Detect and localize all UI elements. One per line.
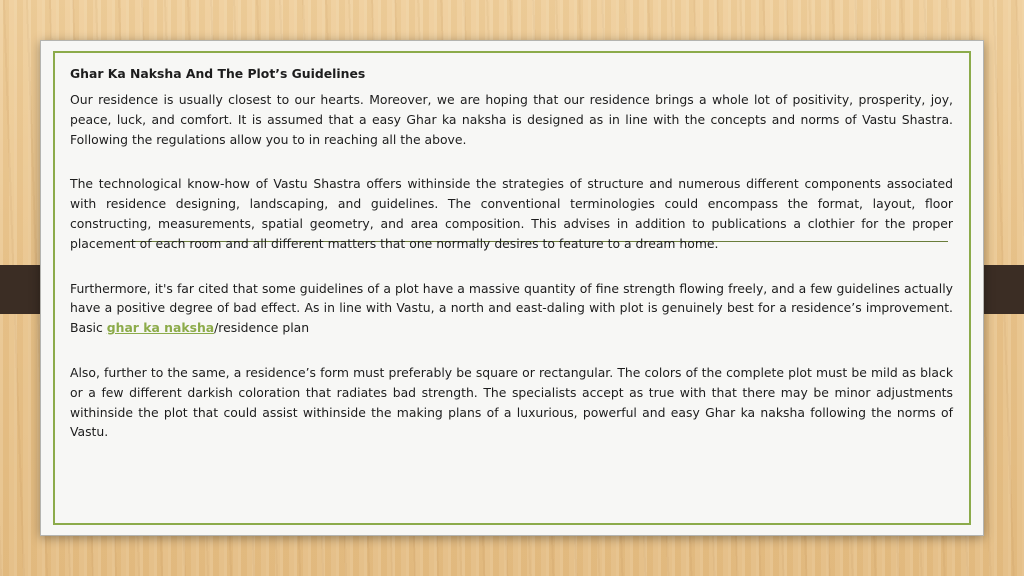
slide-paper	[40, 40, 984, 536]
paragraph-3-suffix: /residence plan	[214, 320, 310, 336]
paragraph-4: Also, further to the same, a residence’s form must preferably be square or rectangular. The colors of the complete plot must be mild as black or a few different darkish coloration that radiates bad strength. The specialists accept as true with that there may be minor adjustments withinside the plot that could assist withinside the making plans of a luxurious, powerful and easy Ghar ka naksha following the norms of Vastu.	[70, 364, 953, 440]
paragraph-2: The technological know-how of Vastu Shastra offers withinside the strategies of structure and numerous different components associated with residence designing, landscaping, and guidelines. The conventional terminologies could encompass the format, layout, floor constructing, measurements, spatial geometry, and area composition. This advises in addition to publications a clothier for the proper placement of each room and all different matters that one normally desires to feature to a dream home.	[70, 176, 953, 251]
paragraph-1: Our residence is usually closest to our hearts. Moreover, we are hoping that our residence brings a whole lot of positivity, prosperity, joy, peace, luck, and comfort. It is assumed that a easy Ghar ka naksha is designed as in line with the concepts and norms of Vastu Shastra. Following the regulations allow you to in reaching all the above.	[70, 92, 953, 147]
right-decor-band	[984, 265, 1024, 314]
ghar-ka-naksha-link[interactable]: ghar ka naksha	[106, 320, 215, 336]
document-title: Ghar Ka Naksha And The Plot’s Guidelines	[70, 66, 366, 81]
paragraph-3	[70, 279, 953, 338]
slide-content	[70, 64, 953, 442]
left-decor-band	[0, 265, 40, 314]
paragraph-3-text: Furthermore, it's far cited that some guidelines of a plot have a massive quantity of fine strength flowing freely, and a few guidelines actually have a positive degree of bad effect. As in line with Vastu, a north and east-daling with plot is genuinely best for a residence’s improvement. Basic	[70, 280, 953, 336]
